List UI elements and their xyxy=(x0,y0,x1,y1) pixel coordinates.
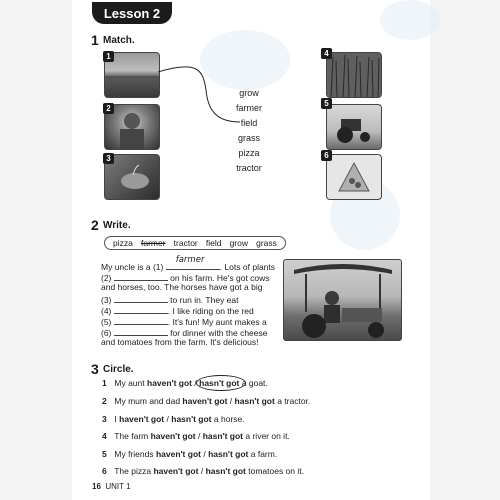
answer-blank-6[interactable] xyxy=(114,326,168,336)
section-2-title: Write. xyxy=(103,220,131,231)
option-b[interactable]: hasn't got xyxy=(202,431,244,441)
pizza-photo[interactable] xyxy=(326,154,382,200)
circle-item: 1 My aunt haven't got / hasn't got a goat. xyxy=(102,378,268,388)
match-word[interactable]: pizza xyxy=(238,148,260,158)
page-footer xyxy=(92,482,131,491)
option-a[interactable]: haven't got xyxy=(153,466,199,476)
paragraph-line: (4) . I like riding on the red xyxy=(101,306,254,316)
option-a[interactable]: haven't got xyxy=(182,396,228,406)
photo-number-badge: 3 xyxy=(103,153,114,164)
answer-blank-3[interactable] xyxy=(114,293,168,303)
answer-blank-4[interactable] xyxy=(114,304,168,314)
option-b[interactable]: hasn't got xyxy=(234,396,275,406)
option-b[interactable]: hasn't got xyxy=(205,466,246,476)
paragraph-line: (2) on his farm. He's got cows xyxy=(101,273,270,283)
match-word[interactable]: tractor xyxy=(236,163,262,173)
option-b[interactable]: hasn't got xyxy=(171,414,212,424)
background-smudge xyxy=(380,0,440,40)
answer-blank-5[interactable] xyxy=(114,315,168,325)
match-word[interactable]: field xyxy=(240,118,258,128)
lesson-title: Lesson 2 xyxy=(92,2,172,24)
circle-item: 2 My mum and dad haven't got / hasn't got a tractor. xyxy=(102,396,311,406)
paragraph-line: and horses, too. The horses have got a big xyxy=(101,282,263,292)
word-bank-item: pizza xyxy=(113,238,133,248)
paragraph-line: (3) to run in. They eat xyxy=(101,295,239,305)
section-1-title: Match. xyxy=(103,35,135,46)
word-bank xyxy=(104,236,286,250)
photo-number-badge: 6 xyxy=(321,150,332,161)
match-word[interactable]: grass xyxy=(237,133,260,143)
word-bank-item: grow xyxy=(229,238,249,248)
paragraph-line: and tomatoes from the farm. It's delicious! xyxy=(101,337,259,347)
circle-item: 4 The farm haven't got / hasn't got a river on it. xyxy=(102,431,290,441)
photo-number-badge: 5 xyxy=(321,98,332,109)
answer-1: farmer xyxy=(175,255,205,265)
section-3-number: 3 xyxy=(91,361,99,377)
word-bank-item: field xyxy=(205,238,222,248)
unit-label: UNIT 1 xyxy=(105,482,131,491)
grass-photo[interactable] xyxy=(326,52,382,98)
option-a[interactable]: haven't got xyxy=(119,414,165,424)
paragraph-line: My uncle is a (1) farmer . Lots of plants xyxy=(101,255,276,272)
answer-blank-2[interactable] xyxy=(114,271,168,281)
circle-item: 3 I haven't got / hasn't got a horse. xyxy=(102,414,245,424)
paragraph-line: (6) for dinner with the cheese xyxy=(101,328,268,338)
word-bank-item: grass xyxy=(256,238,277,248)
option-b[interactable]: hasn't got xyxy=(208,449,249,459)
word-bank-item: tractor xyxy=(173,238,198,248)
option-a[interactable]: haven't got xyxy=(150,431,196,441)
match-word[interactable]: farmer xyxy=(235,103,262,113)
page-number: 16 xyxy=(92,482,101,491)
paragraph-line: (5) . It's fun! My aunt makes a xyxy=(101,317,267,327)
match-word[interactable]: grow xyxy=(239,88,259,98)
option-b[interactable]: hasn't got xyxy=(199,378,240,388)
tractor-photo[interactable] xyxy=(326,104,382,150)
boy-on-tractor-photo xyxy=(283,259,402,341)
option-a[interactable]: haven't got xyxy=(147,378,192,388)
section-1-number: 1 xyxy=(91,32,99,48)
answer-circle xyxy=(196,375,246,391)
answer-blank-1[interactable] xyxy=(166,255,220,270)
circle-item: 6 The pizza haven't got / hasn't got tomatoes on it. xyxy=(102,466,304,476)
photo-number-badge: 1 xyxy=(103,51,114,62)
circle-item: 5 My friends haven't got / hasn't got a farm. xyxy=(102,449,278,459)
photo-number-badge: 4 xyxy=(321,48,332,59)
section-2-number: 2 xyxy=(91,217,99,233)
photo-number-badge: 2 xyxy=(103,103,114,114)
section-3-title: Circle. xyxy=(103,364,134,375)
option-a[interactable]: haven't got xyxy=(155,449,201,459)
word-bank-item-used: farmer xyxy=(141,238,166,248)
